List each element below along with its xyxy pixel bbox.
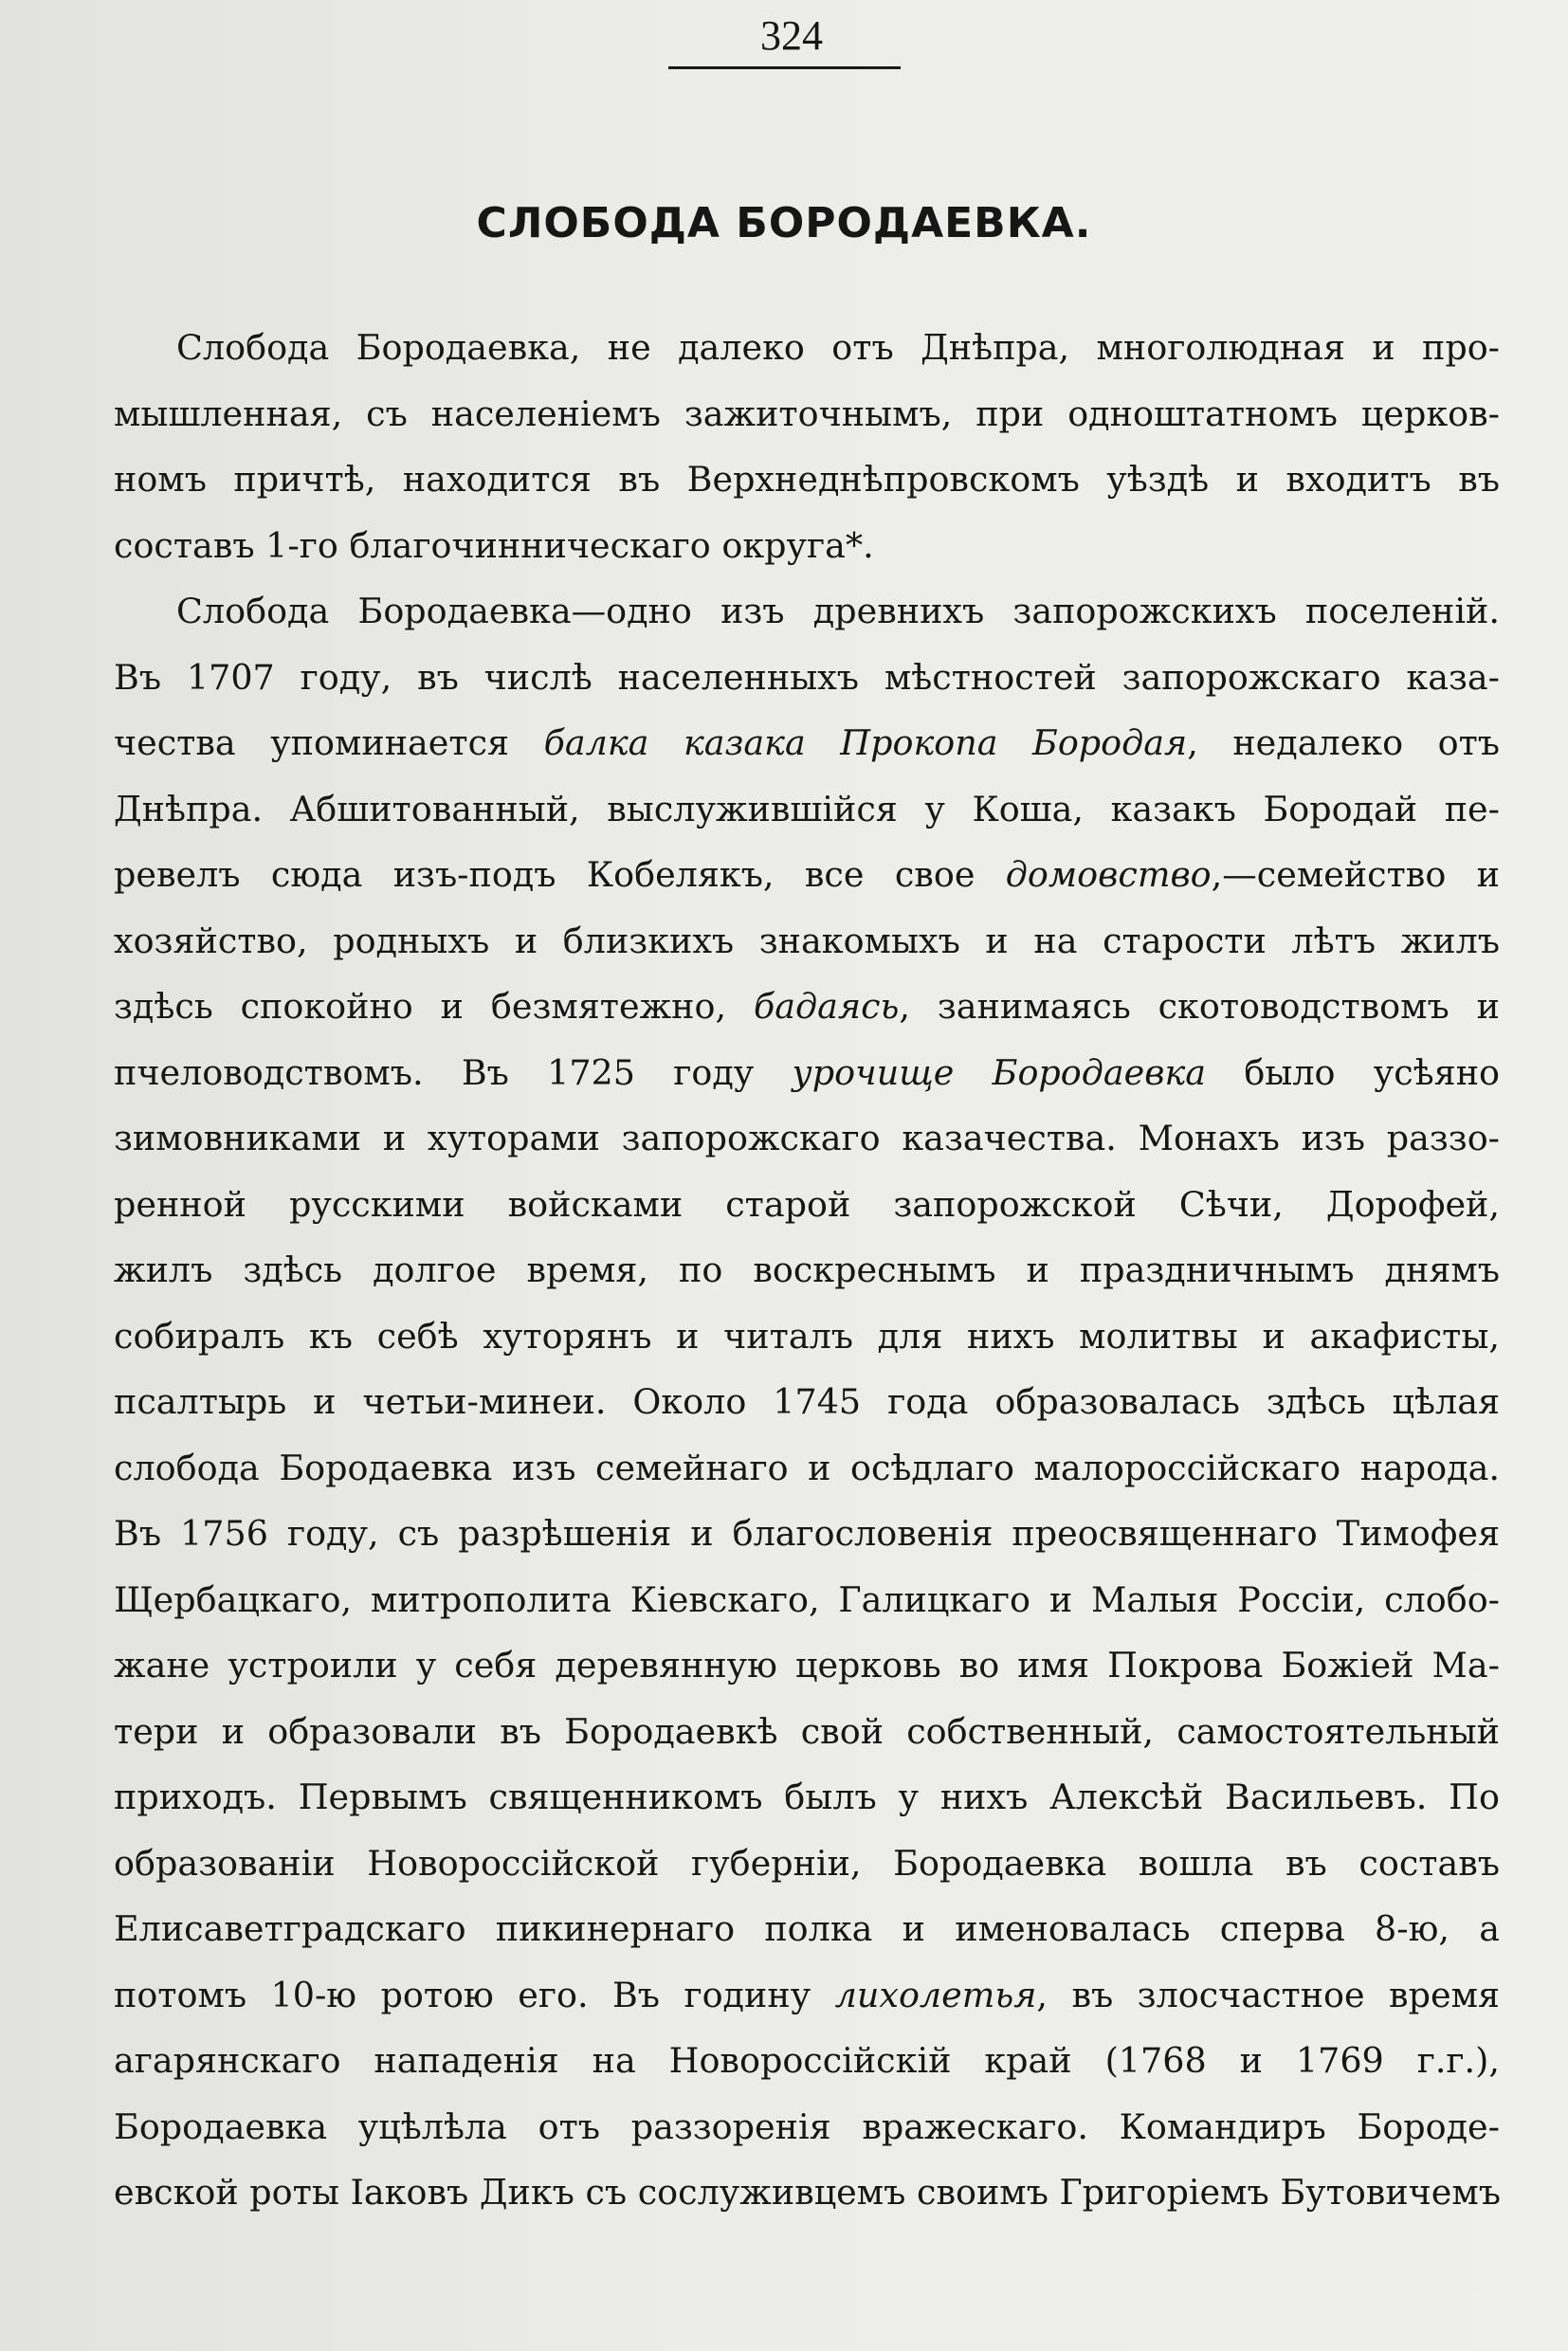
text-line	[114, 908, 1500, 975]
text-segment: потомъ 10-ю ротою его. Въ годину	[114, 1974, 835, 2015]
text-line	[114, 447, 1500, 513]
text-segment: было усѣяно	[1206, 1051, 1500, 1093]
text-segment: Днѣпра. Абшитованный, выслужившійся у Коша, казакъ Бородай пе-	[114, 788, 1500, 829]
text-segment: хозяйство, родныхъ и близкихъ знакомыхъ и на старости лѣтъ жилъ	[114, 920, 1500, 961]
text-segment: жилъ здѣсь долгое время, по воскреснымъ и праздничнымъ днямъ	[114, 1249, 1500, 1290]
italic-phrase: балка казака Прокопа Бородая	[543, 722, 1188, 763]
italic-phrase: домовство	[1005, 854, 1212, 895]
text-segment: приходъ. Первымъ священникомъ былъ у нихъ Алексѣй Васильевъ. По	[114, 1777, 1500, 1817]
text-segment: образованіи Новороссійской губерніи, Бородаевка вошла въ составъ	[114, 1842, 1500, 1884]
text-segment: пчеловодствомъ. Въ 1725 году	[114, 1051, 793, 1093]
text-segment: зимовниками и хуторами запорожскаго казачества. Монахъ изъ раззо-	[114, 1118, 1500, 1158]
text-line	[114, 1567, 1500, 1633]
text-segment: ,—семейство и	[1211, 854, 1500, 895]
text-line	[114, 2160, 1500, 2226]
text-segment: слобода Бородаевка изъ семейнаго и осѣдлаго малороссійскаго народа.	[114, 1447, 1500, 1488]
text-segment: здѣсь спокойно и безмятежно,	[114, 986, 754, 1027]
text-line	[114, 710, 1500, 776]
text-line	[114, 315, 1500, 381]
text-segment: Слобода Бородаевка—одно изъ древнихъ запорожскихъ поселеній.	[176, 591, 1500, 631]
text-segment: Бородаевка уцѣлѣла отъ раззоренія вражескаго. Командиръ Бороде-	[114, 2105, 1500, 2147]
text-segment: собиралъ къ себѣ хуторянъ и читалъ для нихъ молитвы и акафисты,	[114, 1315, 1500, 1357]
text-line	[114, 1237, 1500, 1303]
text-line	[114, 2094, 1500, 2160]
text-line	[114, 1831, 1500, 1897]
text-line	[114, 1501, 1500, 1567]
text-line	[114, 974, 1500, 1040]
text-segment: ренной русскими войсками старой запорожской Сѣчи, Дорофей,	[114, 1183, 1500, 1225]
text-segment: агарянскаго нападенія на Новороссійскій край (1768 и 1769 г.г.),	[114, 2040, 1500, 2081]
text-line	[114, 776, 1500, 843]
text-line	[114, 1435, 1500, 1502]
text-line	[114, 1303, 1500, 1370]
body-text	[114, 315, 1500, 2226]
text-segment: ревелъ сюда изъ-подъ Кобелякъ, все свое	[114, 854, 1006, 895]
italic-phrase: бадаясь	[753, 986, 900, 1027]
text-segment: Слобода Бородаевка, не далеко отъ Днѣпра, многолюдная и про-	[176, 327, 1500, 368]
text-segment: составъ 1-го благочинническаго округа*.	[114, 524, 874, 566]
page-number-rule	[668, 66, 901, 69]
text-segment: , занимаясь скотоводствомъ и	[899, 986, 1500, 1027]
text-segment: псалтырь и четьи-минеи. Около 1745 года образовалась здѣсь цѣлая	[114, 1381, 1500, 1422]
chapter-title: СЛОБОДА БОРОДАЕВКА.	[476, 199, 1092, 247]
text-line	[114, 1172, 1500, 1238]
text-segment: , недалеко отъ	[1187, 722, 1501, 763]
text-line	[114, 381, 1500, 447]
text-segment: жане устроили у себя деревянную церковь во имя Покрова Божіей Ма-	[114, 1645, 1500, 1686]
page-number: 324	[760, 12, 823, 59]
text-line	[114, 513, 1500, 579]
text-line	[114, 1896, 1500, 1962]
text-segment: Въ 1756 году, съ разрѣшенія и благословенія преосвященнаго Тимофея	[114, 1513, 1500, 1554]
text-segment: евской роты Іаковъ Дикъ съ сослуживцемъ своимъ Григоріемъ Бутовичемъ	[114, 2172, 1502, 2213]
text-line	[114, 1962, 1500, 2029]
text-line	[114, 1369, 1500, 1435]
text-segment: , въ злосчастное время	[1036, 1974, 1500, 2015]
text-line	[114, 1699, 1500, 1765]
text-segment: Елисаветградскаго пикинернаго полка и именовалась сперва 8-ю, а	[114, 1908, 1500, 1949]
text-line	[114, 1764, 1500, 1831]
text-segment: чества упоминается	[114, 722, 544, 763]
italic-phrase: урочище Бородаевка	[792, 1051, 1207, 1093]
italic-phrase: лихолетья	[834, 1974, 1037, 2015]
text-segment: тери и образовали въ Бородаевкѣ свой собственный, самостоятельный	[114, 1710, 1500, 1752]
text-line	[114, 645, 1500, 711]
text-line	[114, 578, 1500, 645]
text-segment: номъ причтѣ, находится въ Верхнеднѣпровскомъ уѣздѣ и входитъ въ	[114, 459, 1500, 500]
text-line	[114, 2028, 1500, 2094]
text-line	[114, 1632, 1500, 1699]
text-segment: Въ 1707 году, въ числѣ населенныхъ мѣстностей запорожскаго каза-	[114, 656, 1500, 698]
text-line	[114, 1105, 1500, 1172]
text-segment: Щербацкаго, митрополита Кіевскаго, Галицкаго и Малыя Россіи, слобо-	[114, 1578, 1500, 1620]
text-line	[114, 1040, 1500, 1106]
text-segment: мышленная, съ населеніемъ зажиточнымъ, при одноштатномъ церков-	[114, 392, 1500, 434]
text-line	[114, 842, 1500, 908]
